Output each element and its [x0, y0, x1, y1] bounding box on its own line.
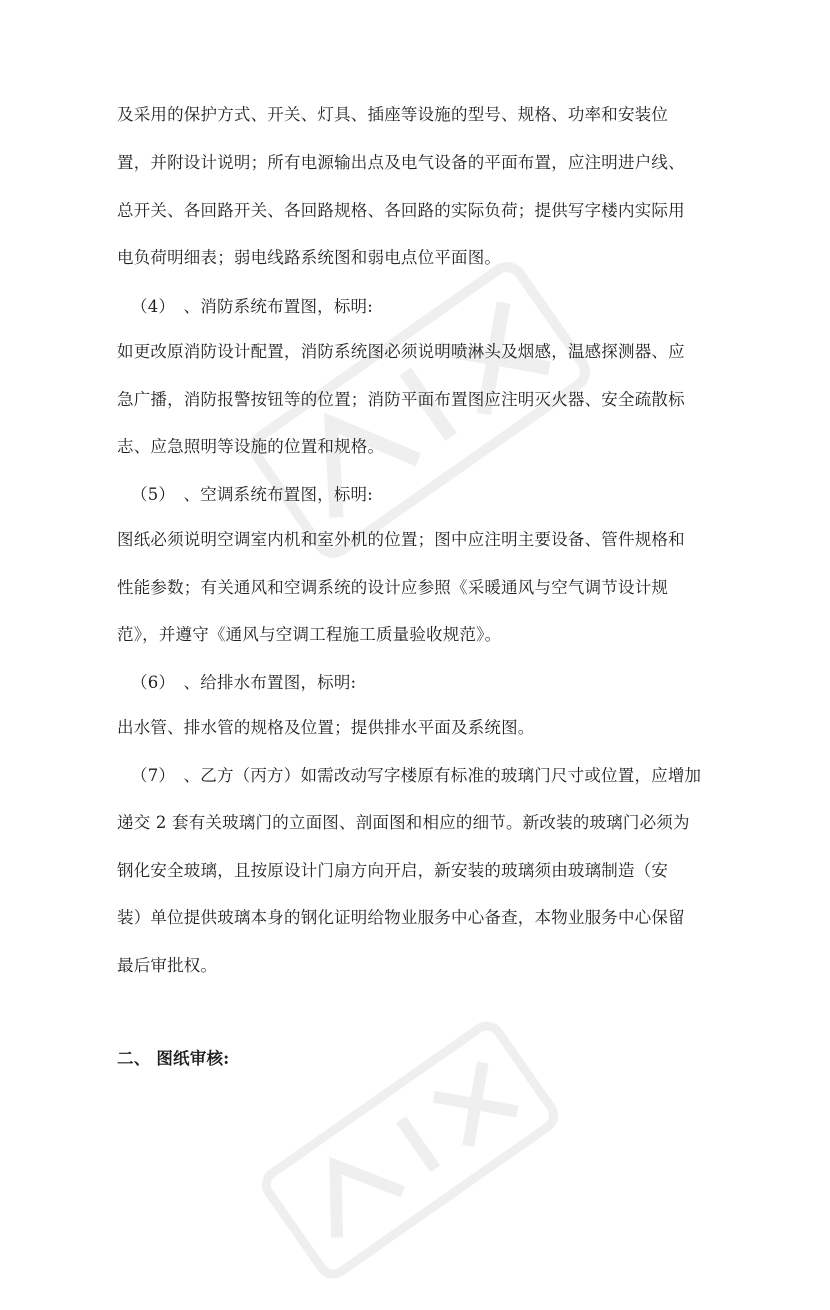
paragraph-line: 钢化安全玻璃，且按原设计门扇方向开启，新安装的玻璃须由玻璃制造（安	[117, 861, 669, 880]
paragraph-line: 性能参数；有关通风和空调系统的设计应参照《采暖通风与空气调节设计规	[117, 578, 669, 597]
paragraph-line: 如更改原消防设计配置，消防系统图必须说明喷淋头及烟感，温感探测器、应	[117, 342, 685, 361]
paragraph-line: 置，并附设计说明；所有电源输出点及电气设备的平面布置，应注明进户线、	[117, 153, 685, 172]
paragraph-line: 装）单位提供玻璃本身的钢化证明给物业服务中心备查，本物业服务中心保留	[117, 908, 685, 927]
paragraph-line: 志、应急照明等设施的位置和规格。	[117, 437, 385, 456]
list-item-4-title: （4） 、消防系统布置图，标明:	[131, 297, 374, 316]
paragraph-line: 最后审批权。	[117, 956, 218, 975]
section-heading: 二、 图纸审核:	[117, 1049, 230, 1068]
paragraph-line: 电负荷明细表；弱电线路系统图和弱电点位平面图。	[117, 248, 502, 267]
paragraph-line: 图纸必须说明空调室内机和室外机的位置；图中应注明主要设备、管件规格和	[117, 530, 685, 549]
list-item-6-title: （6） 、给排水布置图，标明:	[131, 673, 357, 692]
paragraph-line: 总开关、各回路开关、各回路规格、各回路的实际负荷；提供写字楼内实际用	[117, 201, 685, 220]
paragraph-line: 急广播，消防报警按钮等的位置；消防平面布置图应注明灭火器、安全疏散标	[117, 390, 685, 409]
paragraph-line: 及采用的保护方式、开关、灯具、插座等设施的型号、规格、功率和安装位	[117, 105, 669, 124]
paragraph-line: 出水管、排水管的规格及位置；提供排水平面及系统图。	[117, 718, 535, 737]
watermark-logo-lower	[236, 990, 585, 1310]
list-item-5-title: （5） 、空调系统布置图，标明:	[131, 485, 374, 504]
paragraph-line: 范》，并遵守《通风与空调工程施工质量验收规范》。	[117, 625, 502, 644]
paragraph-line: 递交 2 套有关玻璃门的立面图、剖面图和相应的细节。新改装的玻璃门必须为	[117, 813, 690, 832]
list-item-7-title: （7） 、乙方（丙方）如需改动写字楼原有标准的玻璃门尺寸或位置，应增加	[131, 766, 702, 785]
